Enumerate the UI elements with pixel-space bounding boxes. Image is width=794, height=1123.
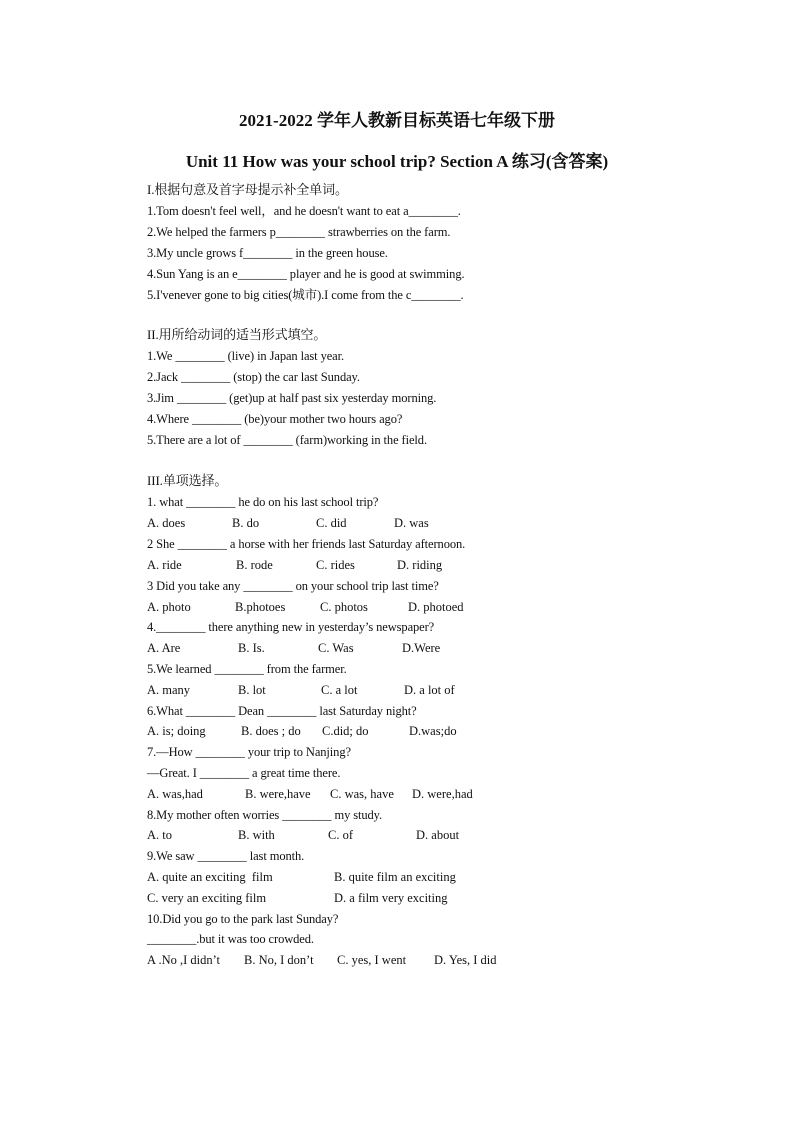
section-2-item-2: 2.Jack ________ (stop) the car last Sunday.: [147, 370, 360, 384]
option-a: A. ride: [147, 558, 182, 572]
option-d: D. Yes, I did: [434, 953, 497, 967]
option-c: C. very an exciting film: [147, 891, 267, 905]
question-3: 3 Did you take any ________ on your school trip last time?: [147, 579, 439, 593]
question-8-options: [147, 827, 707, 843]
option-d: D. about: [416, 828, 460, 842]
section-1-item-5: 5.I'venever gone to big cities(城市).I come from the c________.: [147, 288, 464, 302]
question-10-reply: ________.but it was too crowded.: [147, 932, 314, 946]
option-c: C. a lot: [321, 683, 358, 697]
question-1-options: [147, 515, 707, 531]
option-b: B. were,have: [245, 787, 311, 801]
question-6-options: [147, 723, 707, 739]
section-1-item-3: 3.My uncle grows f________ in the green house.: [147, 246, 388, 260]
option-a: A. to: [147, 828, 172, 842]
question-5: 5.We learned ________ from the farmer.: [147, 662, 347, 676]
option-d: D.was;do: [409, 724, 457, 738]
question-7-options: [147, 786, 707, 802]
document-title: 2021-2022 学年人教新目标英语七年级下册: [239, 111, 555, 130]
question-2: 2 She ________ a horse with her friends last Saturday afternoon.: [147, 537, 466, 551]
document-subtitle: Unit 11 How was your school trip? Section A 练习(含答案): [185, 152, 609, 171]
option-d: D. riding: [397, 558, 443, 572]
option-a: A .No ,I didn’t: [147, 953, 221, 967]
section-1-heading: I.根据句意及首字母提示补全单词。: [147, 182, 348, 197]
option-d: D. were,had: [412, 787, 473, 801]
question-10: 10.Did you go to the park last Sunday?: [147, 912, 339, 926]
question-2-options: [147, 557, 707, 573]
question-1: 1. what ________ he do on his last school trip?: [147, 495, 379, 509]
option-b: B. with: [238, 828, 275, 842]
option-c: C. was, have: [330, 787, 394, 801]
option-b: B. lot: [238, 683, 266, 697]
question-4: 4.________ there anything new in yesterday’s newspaper?: [147, 620, 435, 634]
option-d: D. a film very exciting: [334, 891, 448, 905]
section-2-item-4: 4.Where ________ (be)your mother two hours ago?: [147, 412, 403, 426]
section-2-item-3: 3.Jim ________ (get)up at half past six yesterday morning.: [147, 391, 437, 405]
question-4-options: [147, 640, 707, 656]
option-b: B. does ; do: [241, 724, 301, 738]
section-3-heading: III.单项选择。: [147, 473, 228, 488]
option-c: C. Was: [318, 641, 354, 655]
option-c: C. did: [316, 516, 347, 530]
option-b: B. Is.: [238, 641, 265, 655]
option-c: C. photos: [320, 600, 368, 614]
question-5-options: [147, 682, 707, 698]
option-d: D. a lot of: [404, 683, 455, 697]
option-a: A. many: [147, 683, 191, 697]
section-2-item-5: 5.There are a lot of ________ (farm)working in the field.: [147, 433, 427, 447]
option-d: D. photoed: [408, 600, 464, 614]
question-8: 8.My mother often worries ________ my study.: [147, 808, 383, 822]
option-a: A. Are: [147, 641, 181, 655]
option-c: C. of: [328, 828, 353, 842]
section-2-item-1: 1.We ________ (live) in Japan last year.: [147, 349, 345, 363]
question-3-options: [147, 599, 707, 615]
option-a: A. quite an exciting film: [147, 870, 273, 884]
section-2-heading: II.用所给动词的适当形式填空。: [147, 327, 327, 342]
question-6: 6.What ________ Dean ________ last Saturday night?: [147, 704, 417, 718]
question-10-options: [147, 952, 707, 968]
section-1-item-2: 2.We helped the farmers p________ strawberries on the farm.: [147, 225, 451, 239]
option-b: B.photoes: [235, 600, 286, 614]
question-9-options-row-2: [147, 890, 707, 906]
option-c: C. yes, I went: [337, 953, 407, 967]
option-a: A. photo: [147, 600, 191, 614]
section-1-item-4: 4.Sun Yang is an e________ player and he is good at swimming.: [147, 267, 465, 281]
option-b: B. rode: [236, 558, 273, 572]
option-a: A. does: [147, 516, 186, 530]
option-b: B. do: [232, 516, 260, 530]
option-b: B. No, I don’t: [244, 953, 314, 967]
question-9: 9.We saw ________ last month.: [147, 849, 305, 863]
option-c: C. rides: [316, 558, 355, 572]
question-7-reply: —Great. I ________ a great time there.: [147, 766, 341, 780]
section-1-item-1: 1.Tom doesn't feel well，and he doesn't want to eat a________.: [147, 204, 461, 218]
option-d: D. was: [394, 516, 429, 530]
option-a: A. was,had: [147, 787, 203, 801]
option-c: C.did; do: [322, 724, 369, 738]
option-b: B. quite film an exciting: [334, 870, 456, 884]
question-7: 7.—How ________ your trip to Nanjing?: [147, 745, 351, 759]
option-a: A. is; doing: [147, 724, 206, 738]
question-9-options-row-1: [147, 869, 707, 885]
option-d: D.Were: [402, 641, 441, 655]
